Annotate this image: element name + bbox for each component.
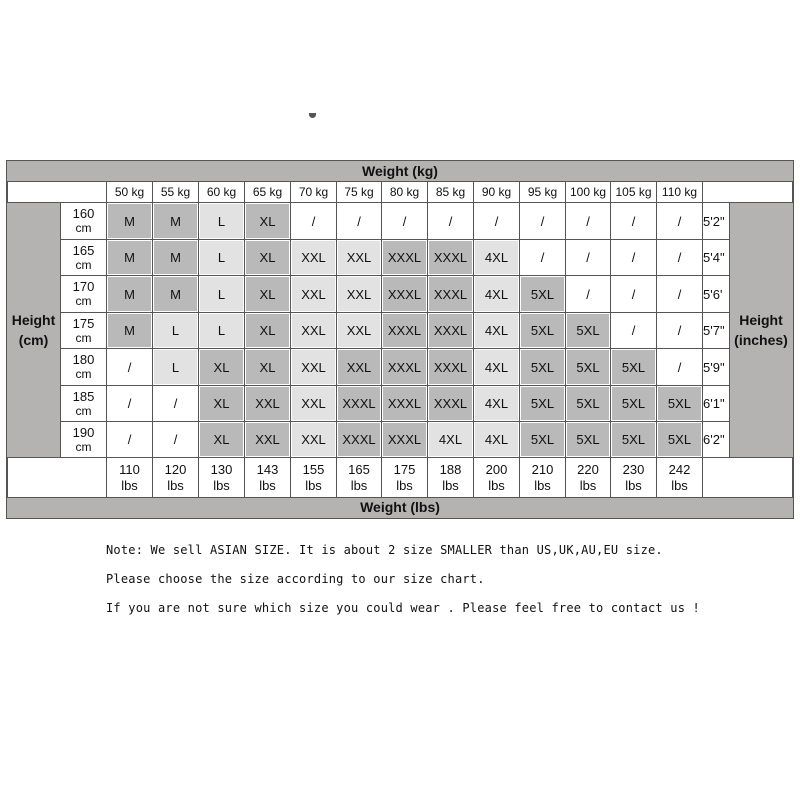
size-cell: M [107,203,152,239]
size-cell: 5XL [520,386,565,421]
size-cell: / [657,240,702,275]
size-cell: / [611,313,656,348]
size-cell: XXL [291,313,336,348]
header-corner [701,181,793,203]
size-cell: 5XL [520,276,565,312]
size-cell: / [657,313,702,348]
weight-lbs-cell [152,457,199,498]
size-cell: / [611,203,656,239]
size-cell: L [199,313,244,348]
size-cell: / [566,240,610,275]
size-cell: 5XL [657,422,702,457]
weight-lbs-cell [656,457,703,498]
weight-kg-header: 95 kg [519,181,566,203]
cm-unit: cm [75,367,92,381]
size-cell: 4XL [474,422,519,457]
height-inch-cell: 5'9" [701,348,730,386]
height-cm-cell [60,275,107,313]
lbs-unit: lbs [259,477,276,493]
size-cell: M [153,276,198,312]
size-cell: 5XL [657,386,702,421]
cm-value: 165 [72,242,95,258]
size-cell: XL [245,276,290,312]
size-cell: / [382,203,427,239]
weight-lbs-cell [427,457,474,498]
size-cell: / [107,386,152,421]
note-line: If you are not sure which size you could wear . Please feel free to contact us ! [106,601,700,615]
lbs-value: 165 [348,461,370,477]
size-cell: 5XL [520,422,565,457]
size-cell: XL [199,349,244,385]
size-cell: 5XL [520,349,565,385]
size-cell: XL [245,313,290,348]
weight-kg-title: Weight (kg) [7,161,793,181]
size-cell: M [107,276,152,312]
lbs-unit: lbs [534,477,551,493]
size-cell: / [657,203,702,239]
weight-lbs-cell [519,457,566,498]
weight-kg-header: 90 kg [473,181,520,203]
size-cell: / [107,349,152,385]
header-corner [7,181,107,203]
height-cm-cell [60,348,107,386]
size-cell: XL [245,240,290,275]
size-cell: 4XL [474,349,519,385]
weight-lbs-cell [198,457,245,498]
weight-lbs-cell [381,457,428,498]
lbs-unit: lbs [579,477,597,493]
cm-unit: cm [75,330,92,345]
lbs-unit: lbs [396,477,413,493]
weight-kg-header: 80 kg [381,181,428,203]
size-cell: 4XL [474,386,519,421]
size-cell: L [153,313,198,348]
height-cm-label [7,202,60,457]
size-cell: XXXL [428,313,473,348]
weight-kg-header: 60 kg [198,181,245,203]
lbs-unit: lbs [213,477,230,493]
cm-unit: cm [75,294,92,308]
cm-value: 180 [72,352,95,367]
lbs-unit: lbs [442,477,459,493]
cm-unit: cm [75,403,92,418]
size-cell: / [657,349,702,385]
weight-kg-header: 75 kg [336,181,382,203]
lbs-value: 242 [668,461,691,477]
weight-kg-header: 100 kg [565,181,611,203]
weight-kg-header: 50 kg [106,181,153,203]
height-inch-cell: 5'6' [701,275,730,313]
size-cell: XXL [245,386,290,421]
size-cell: M [107,313,152,348]
size-cell: / [428,203,473,239]
size-cell: XL [245,203,290,239]
size-cell: XXL [337,276,381,312]
size-cell: XXL [291,240,336,275]
weight-lbs-cell [610,457,657,498]
lbs-value: 210 [531,461,554,477]
lbs-value: 143 [256,461,279,477]
size-cell: XXL [337,349,381,385]
size-cell: XL [245,349,290,385]
height-inch-cell: 5'7" [701,312,730,349]
height-inch-cell: 5'4" [701,239,730,276]
size-cell: M [107,240,152,275]
size-cell: 5XL [566,349,610,385]
weight-lbs-cell [244,457,291,498]
size-cell: XXL [291,386,336,421]
size-cell: XXL [291,349,336,385]
size-cell: XXXL [382,313,427,348]
lbs-value: 110 [119,461,140,477]
size-cell: / [611,276,656,312]
weight-lbs-cell [106,457,153,498]
weight-lbs-cell [336,457,382,498]
size-cell: / [291,203,336,239]
size-cell: 4XL [474,240,519,275]
lbs-unit: lbs [625,477,642,493]
lbs-value: 220 [577,461,599,477]
size-cell: XXXL [382,422,427,457]
size-cell: / [474,203,519,239]
size-cell: 5XL [520,313,565,348]
lbs-value: 155 [302,461,325,477]
note-line: Note: We sell ASIAN SIZE. It is about 2 size SMALLER than US,UK,AU,EU size. [106,543,663,557]
lbs-value: 188 [439,461,462,477]
size-cell: XXXL [382,386,427,421]
cm-unit: cm [75,221,92,235]
lbs-value: 175 [393,461,416,477]
size-cell: M [153,203,198,239]
lbs-value: 200 [485,461,508,477]
size-cell: XXL [291,422,336,457]
size-cell: XXXL [428,240,473,275]
size-cell: XXXL [428,276,473,312]
size-cell: / [337,203,381,239]
notes-block [106,536,700,623]
size-cell: XXL [245,422,290,457]
size-cell: XXL [291,276,336,312]
footer-corner [7,457,107,498]
size-cell: L [199,276,244,312]
cm-value: 185 [72,388,95,404]
weight-kg-header: 65 kg [244,181,291,203]
lbs-unit: lbs [350,477,368,493]
cm-unit: cm [75,257,92,272]
note-line: Please choose the size according to our size chart. [106,572,485,586]
lbs-unit: lbs [167,477,184,493]
size-cell: 5XL [611,422,656,457]
size-cell: XL [199,386,244,421]
weight-kg-header: 55 kg [152,181,199,203]
size-cell: / [566,203,610,239]
cm-value: 170 [72,279,95,294]
lbs-value: 130 [210,461,233,477]
lbs-unit: lbs [488,477,505,493]
stray-mark [309,113,316,118]
height-cm-cell [60,239,107,276]
weight-kg-header: 70 kg [290,181,337,203]
cm-value: 175 [72,315,95,331]
size-cell: / [153,386,198,421]
cm-value: 160 [72,206,95,221]
size-cell: XXXL [382,349,427,385]
size-cell: XXXL [382,276,427,312]
size-cell: 5XL [566,422,610,457]
height-cm-cell [60,312,107,349]
size-cell: L [199,203,244,239]
size-cell: 4XL [474,313,519,348]
size-cell: / [566,276,610,312]
weight-kg-header: 110 kg [656,181,703,203]
size-cell: / [520,240,565,275]
height-cm-cell [60,421,107,458]
size-cell: 4XL [474,276,519,312]
size-cell: XXXL [337,386,381,421]
size-cell: XXL [337,313,381,348]
height-cm-cell [60,202,107,240]
size-cell: XXL [337,240,381,275]
weight-lbs-cell [565,457,611,498]
size-cell: 4XL [428,422,473,457]
height-cm-text: Height (cm) [11,311,56,348]
size-cell: XXXL [428,386,473,421]
lbs-unit: lbs [121,477,138,493]
size-cell: L [199,240,244,275]
size-cell: 5XL [611,386,656,421]
size-cell: / [107,422,152,457]
size-cell: / [611,240,656,275]
weight-kg-header: 85 kg [427,181,474,203]
size-cell: / [520,203,565,239]
size-cell: 5XL [566,313,610,348]
height-inch-cell: 6'2" [701,421,730,458]
lbs-unit: lbs [671,477,688,493]
cm-value: 190 [72,424,95,440]
size-cell: 5XL [566,386,610,421]
cm-unit: cm [75,439,92,454]
height-inches-text: Height (inches) [734,311,788,348]
size-cell: XL [199,422,244,457]
size-cell: 5XL [611,349,656,385]
size-cell: M [153,240,198,275]
size-cell: / [657,276,702,312]
size-cell: L [153,349,198,385]
height-cm-cell [60,385,107,422]
footer-corner [701,457,793,498]
height-inches-label [729,202,793,457]
lbs-value: 230 [622,461,645,477]
weight-kg-header: 105 kg [610,181,657,203]
lbs-unit: lbs [305,477,322,493]
size-cell: XXXL [337,422,381,457]
weight-lbs-cell [290,457,337,498]
size-cell: XXXL [428,349,473,385]
size-cell: / [153,422,198,457]
height-inch-cell: 5'2" [701,202,730,240]
height-inch-cell: 6'1" [701,385,730,422]
size-cell: XXXL [382,240,427,275]
weight-lbs-cell [473,457,520,498]
lbs-value: 120 [164,461,187,477]
weight-lbs-title: Weight (lbs) [7,497,793,518]
